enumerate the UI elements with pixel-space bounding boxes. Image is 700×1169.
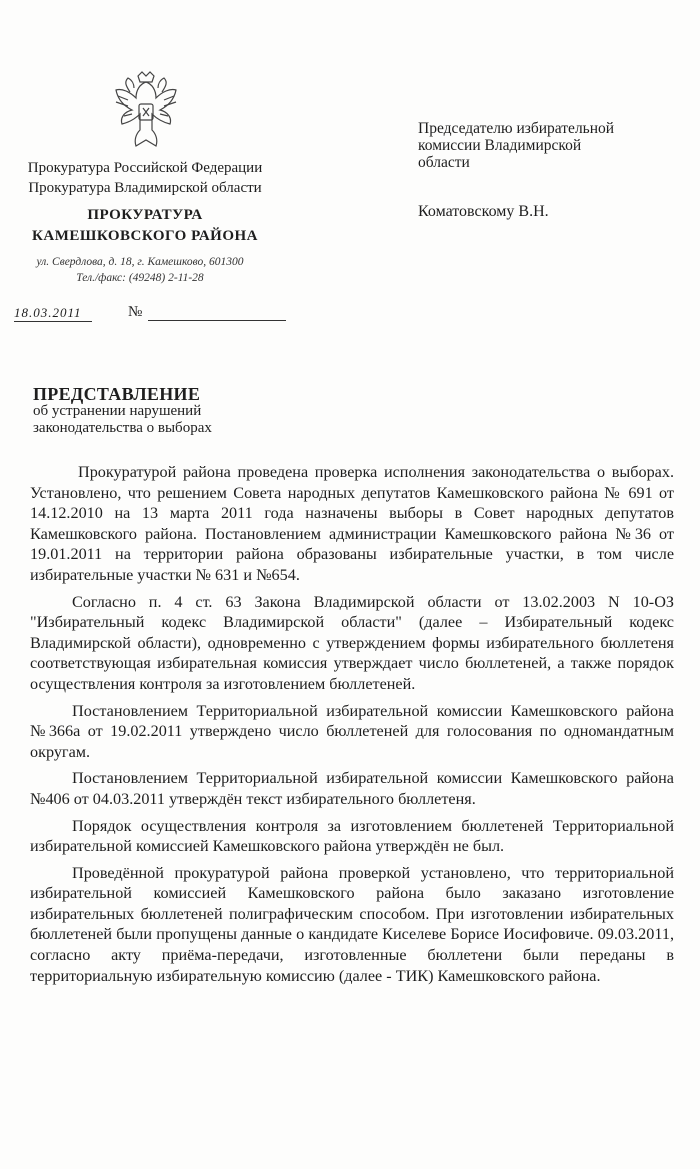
document-number-label: № bbox=[128, 304, 143, 320]
org-line-federal: Прокуратура Российской Федерации bbox=[27, 160, 263, 176]
document-body bbox=[30, 462, 674, 992]
org-line-regional: Прокуратура Владимирской области bbox=[28, 180, 262, 196]
office-address: ул. Свердлова, д. 18, г. Камешково, 601300 bbox=[36, 256, 244, 268]
recipient-line-3: области bbox=[418, 154, 470, 171]
body-paragraph-5: Порядок осуществления контроля за изготовлением бюллетеней Территориальной избирательной комиссией Камешковского района утверждён не был. bbox=[30, 816, 674, 856]
recipient-name: Коматовскому В.Н. bbox=[418, 203, 549, 220]
double-headed-eagle-emblem bbox=[110, 70, 182, 148]
document-number-line bbox=[148, 320, 286, 321]
office-phone: Тел./факс: (49248) 2-11-28 bbox=[76, 272, 204, 284]
recipient-line-1: Председателю избирательной bbox=[418, 120, 615, 137]
prosecutor-office-line-2: КАМЕШКОВСКОГО РАЙОНА bbox=[31, 228, 259, 244]
prosecutor-office-line-1: ПРОКУРАТУРА bbox=[87, 207, 203, 223]
document-date: 18.03.2011 bbox=[14, 305, 92, 322]
document-subtitle-line-2: законодательства о выборах bbox=[33, 420, 212, 436]
body-paragraph-6: Проведённой прокуратурой района проверкой установлено, что территориальной избирательной комиссией Камешковского района было заказано изготовление избирательных бюллетеней полиграфическим способом. При изготовлении избирательных бюллетеней были пропущены данные о кандидате Киселеве Борисе Иосифовиче. 09.03.2011, согласно акту приёма-передачи, изготовленные бюллетени были переданы в территориальную избирательную комиссию (далее - ТИК) Камешковского района. bbox=[30, 863, 674, 985]
body-paragraph-2: Согласно п. 4 ст. 63 Закона Владимирской области от 13.02.2003 N 10-ОЗ "Избирательный кодекс Владимирской области" (далее – Избирательный кодекс Владимирской области), одновременно с утверждением формы избирательного бюллетеня соответствующая избирательная комиссия утверждает число бюллетеней, а также порядок осуществления контроля за изготовлением бюллетеней. bbox=[30, 592, 674, 693]
recipient-line-2: комиссии Владимирской bbox=[418, 137, 582, 154]
document-title: ПРЕДСТАВЛЕНИЕ bbox=[33, 384, 201, 404]
body-paragraph-3: Постановлением Территориальной избирательной комиссии Камешковского района №366а от 19.02.2011 утверждено число бюллетеней для голосования по одномандатным округам. bbox=[30, 701, 674, 761]
body-paragraph-1: Прокуратурой района проведена проверка исполнения законодательства о выборах. Установлено, что решением Совета народных депутатов Камешковского района № 691 от 14.12.2010 на 13 марта 2011 года назначены выборы в Совет народных депутатов Камешковского района. Постановлением администрации Камешковского района №36 от 19.01.2011 на территории района образованы избирательные участки, в том числе избирательные участки № 631 и №654. bbox=[30, 463, 674, 584]
prosecutor-office-name bbox=[0, 205, 290, 247]
document-subtitle-line-1: об устранении нарушений bbox=[33, 403, 202, 419]
body-paragraph-4: Постановлением Территориальной избирательной комиссии Камешковского района №406 от 04.03.2011 утверждён текст избирательного бюллетеня. bbox=[30, 769, 674, 808]
